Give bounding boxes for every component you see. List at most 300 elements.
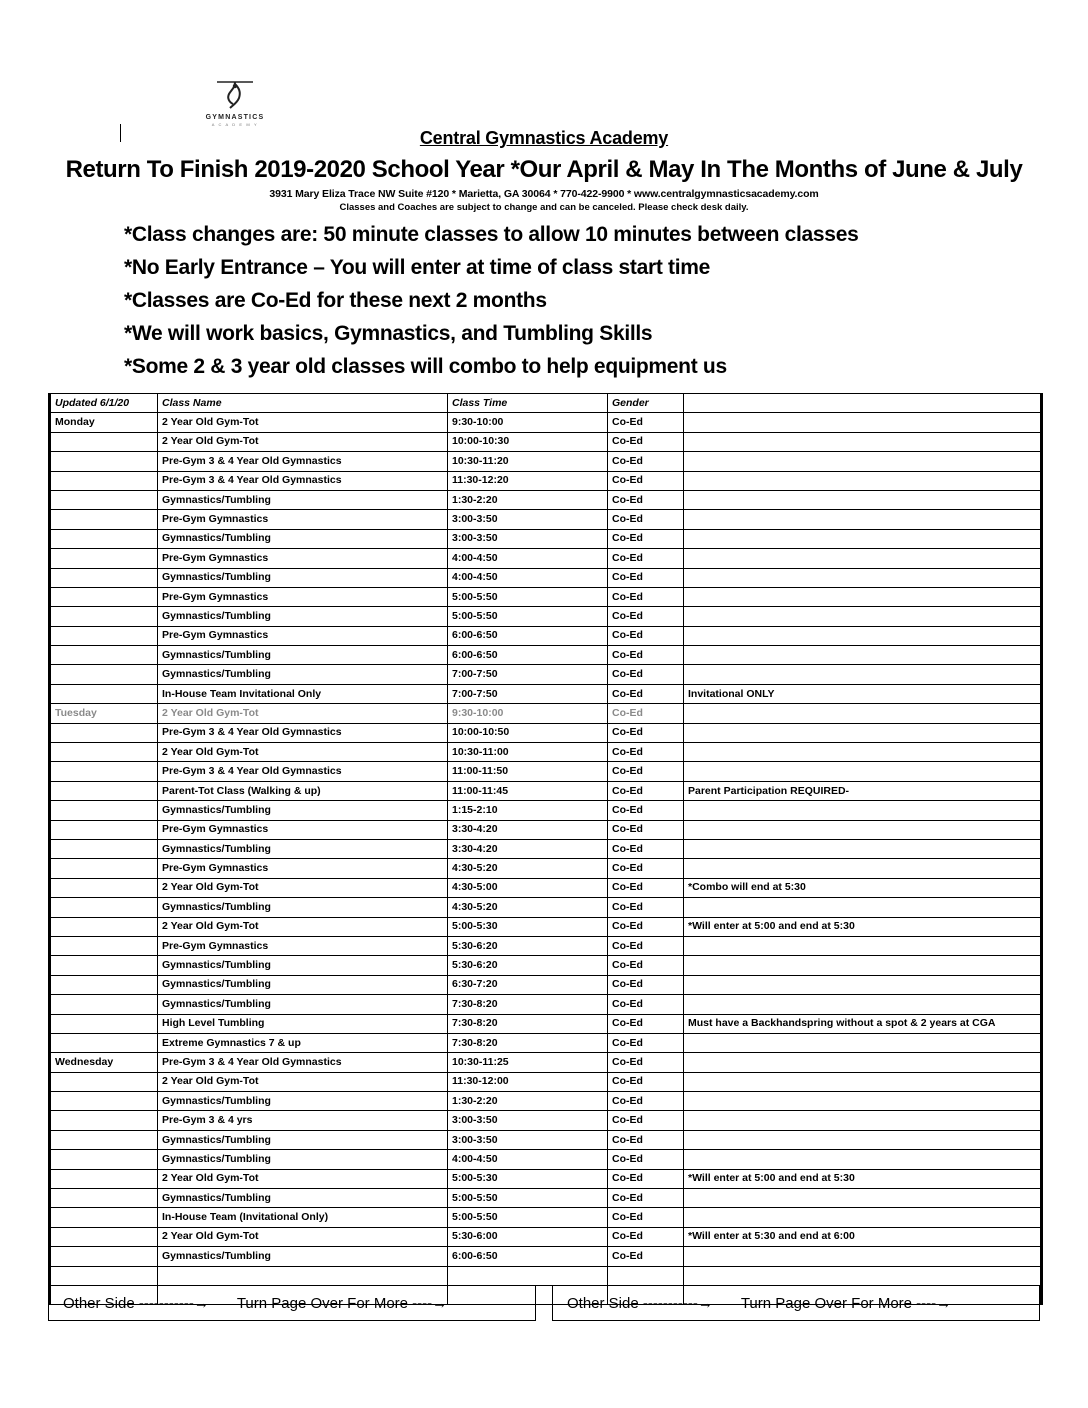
note-cell [684, 607, 1042, 626]
day-cell [50, 1266, 158, 1285]
day-cell [50, 646, 158, 665]
note-cell [684, 801, 1042, 820]
day-cell [50, 626, 158, 645]
day-cell [50, 529, 158, 548]
class-name-cell: 2 Year Old Gym-Tot [158, 1169, 448, 1188]
note-cell [684, 1208, 1042, 1227]
class-time-cell: 4:00-4:50 [448, 549, 608, 568]
day-cell [50, 510, 158, 529]
day-cell [50, 878, 158, 897]
note-cell: Invitational ONLY [684, 684, 1042, 703]
table-header-row [50, 394, 1042, 413]
gender-cell: Co-Ed [608, 704, 684, 723]
table-row [50, 898, 1042, 917]
table-row [50, 1092, 1042, 1111]
schedule-table-wrapper [48, 393, 1040, 1305]
class-time-cell: 4:00-4:50 [448, 568, 608, 587]
note-cell [684, 510, 1042, 529]
gender-cell: Co-Ed [608, 471, 684, 490]
class-time-cell: 11:30-12:00 [448, 1072, 608, 1091]
gender-cell: Co-Ed [608, 1092, 684, 1111]
gender-cell: Co-Ed [608, 781, 684, 800]
gender-cell: Co-Ed [608, 684, 684, 703]
day-cell [50, 1092, 158, 1111]
class-time-cell: 5:00-5:50 [448, 1189, 608, 1208]
class-name-cell: Gymnastics/Tumbling [158, 1189, 448, 1208]
gender-cell: Co-Ed [608, 1072, 684, 1091]
table-row [50, 452, 1042, 471]
class-name-cell: Pre-Gym Gymnastics [158, 626, 448, 645]
class-time-cell: 5:30-6:20 [448, 956, 608, 975]
note-cell [684, 743, 1042, 762]
class-name-cell: Gymnastics/Tumbling [158, 646, 448, 665]
day-cell [50, 665, 158, 684]
gender-cell: Co-Ed [608, 626, 684, 645]
day-cell [50, 917, 158, 936]
table-row [50, 432, 1042, 451]
class-time-cell: 4:30-5:20 [448, 859, 608, 878]
table-row [50, 626, 1042, 645]
class-time-cell [448, 1266, 608, 1285]
day-cell [50, 1111, 158, 1130]
day-cell [50, 490, 158, 509]
note-cell: *Will enter at 5:00 and end at 5:30 [684, 1169, 1042, 1188]
class-time-cell: 10:00-10:30 [448, 432, 608, 451]
class-time-cell: 4:00-4:50 [448, 1150, 608, 1169]
class-time-cell: 3:00-3:50 [448, 1111, 608, 1130]
gender-cell: Co-Ed [608, 975, 684, 994]
note-cell [684, 1266, 1042, 1285]
class-name-cell: Gymnastics/Tumbling [158, 801, 448, 820]
day-cell: Wednesday [50, 1053, 158, 1072]
class-time-cell: 5:30-6:20 [448, 936, 608, 955]
note-cell: *Will enter at 5:00 and end at 5:30 [684, 917, 1042, 936]
note-cell [684, 975, 1042, 994]
day-cell: Tuesday [50, 704, 158, 723]
gender-cell: Co-Ed [608, 587, 684, 606]
class-time-cell: 4:30-5:20 [448, 898, 608, 917]
table-row [50, 684, 1042, 703]
schedule-table [48, 393, 1043, 1305]
day-cell [50, 839, 158, 858]
gender-cell: Co-Ed [608, 529, 684, 548]
gender-cell: Co-Ed [608, 762, 684, 781]
gender-cell: Co-Ed [608, 1208, 684, 1227]
table-row [50, 781, 1042, 800]
note-cell [684, 587, 1042, 606]
table-row [50, 917, 1042, 936]
class-time-cell: 11:00-11:45 [448, 781, 608, 800]
table-row [50, 936, 1042, 955]
gender-cell: Co-Ed [608, 1111, 684, 1130]
class-time-cell: 9:30-10:00 [448, 413, 608, 432]
class-name-cell: Gymnastics/Tumbling [158, 898, 448, 917]
day-cell [50, 1014, 158, 1033]
day-cell [50, 995, 158, 1014]
day-cell [50, 820, 158, 839]
table-row [50, 859, 1042, 878]
class-time-cell: 7:30-8:20 [448, 1033, 608, 1052]
class-time-cell: 5:30-6:00 [448, 1227, 608, 1246]
class-name-cell: 2 Year Old Gym-Tot [158, 917, 448, 936]
table-row [50, 762, 1042, 781]
note-cell: *Will enter at 5:30 and end at 6:00 [684, 1227, 1042, 1246]
class-time-cell: 11:30-12:20 [448, 471, 608, 490]
day-cell [50, 801, 158, 820]
note-cell [684, 1247, 1042, 1266]
gender-cell: Co-Ed [608, 1150, 684, 1169]
class-name-cell: Parent-Tot Class (Walking & up) [158, 781, 448, 800]
note-item: *Class changes are: 50 minute classes to allow 10 minutes between classes [124, 223, 859, 246]
class-name-cell: Gymnastics/Tumbling [158, 1247, 448, 1266]
gender-cell: Co-Ed [608, 568, 684, 587]
class-time-cell: 5:00-5:30 [448, 917, 608, 936]
note-cell [684, 452, 1042, 471]
note-item: *Classes are Co-Ed for these next 2 months [124, 289, 547, 312]
gender-cell: Co-Ed [608, 665, 684, 684]
day-cell [50, 607, 158, 626]
gender-cell: Co-Ed [608, 1130, 684, 1149]
class-time-cell: 3:30-4:20 [448, 820, 608, 839]
class-time-cell: 5:00-5:50 [448, 587, 608, 606]
class-time-cell: 6:00-6:50 [448, 626, 608, 645]
class-name-cell [158, 1266, 448, 1285]
note-item: *Some 2 & 3 year old classes will combo to help equipment us [124, 355, 727, 378]
table-row [50, 878, 1042, 897]
day-cell [50, 587, 158, 606]
table-row [50, 1227, 1042, 1246]
day-cell [50, 1150, 158, 1169]
table-row [50, 995, 1042, 1014]
class-name-cell: Pre-Gym Gymnastics [158, 859, 448, 878]
class-time-cell: 5:00-5:30 [448, 1169, 608, 1188]
logo [200, 78, 270, 127]
note-cell [684, 820, 1042, 839]
class-name-cell: Gymnastics/Tumbling [158, 995, 448, 1014]
disclaimer-line: Classes and Coaches are subject to change and can be canceled. Please check desk daily. [339, 202, 749, 213]
day-cell [50, 975, 158, 994]
table-row [50, 490, 1042, 509]
gender-cell [608, 1266, 684, 1285]
note-cell: *Combo will end at 5:30 [684, 878, 1042, 897]
day-cell [50, 684, 158, 703]
notes-list [124, 224, 1024, 389]
class-time-cell: 1:15-2:10 [448, 801, 608, 820]
note-cell [684, 490, 1042, 509]
day-cell [50, 471, 158, 490]
day-cell [50, 452, 158, 471]
note-cell [684, 1111, 1042, 1130]
table-row [50, 1150, 1042, 1169]
table-row [50, 665, 1042, 684]
gender-cell: Co-Ed [608, 1227, 684, 1246]
class-time-cell: 10:30-11:25 [448, 1053, 608, 1072]
day-cell [50, 568, 158, 587]
class-name-cell: Pre-Gym 3 & 4 Year Old Gymnastics [158, 762, 448, 781]
class-name-cell: Gymnastics/Tumbling [158, 665, 448, 684]
other-side-label: Other Side -----------→ [63, 1294, 209, 1312]
day-cell [50, 956, 158, 975]
day-cell [50, 781, 158, 800]
note-cell [684, 1072, 1042, 1091]
class-name-cell: Pre-Gym 3 & 4 Year Old Gymnastics [158, 471, 448, 490]
class-name-cell: In-House Team (Invitational Only) [158, 1208, 448, 1227]
class-time-cell: 5:00-5:50 [448, 607, 608, 626]
table-row [50, 1247, 1042, 1266]
gender-cell: Co-Ed [608, 452, 684, 471]
day-cell [50, 1033, 158, 1052]
schedule-table-body [50, 394, 1042, 1305]
gender-cell: Co-Ed [608, 1053, 684, 1072]
class-name-cell: 2 Year Old Gym-Tot [158, 743, 448, 762]
class-name-cell: Gymnastics/Tumbling [158, 839, 448, 858]
class-time-cell: 11:00-11:50 [448, 762, 608, 781]
note-cell [684, 568, 1042, 587]
class-name-cell: Extreme Gymnastics 7 & up [158, 1033, 448, 1052]
day-cell [50, 1247, 158, 1266]
class-name-cell: 2 Year Old Gym-Tot [158, 413, 448, 432]
table-row [50, 723, 1042, 742]
note-cell [684, 762, 1042, 781]
table-row [50, 413, 1042, 432]
class-time-cell: 7:30-8:20 [448, 995, 608, 1014]
table-row [50, 549, 1042, 568]
class-name-cell: High Level Tumbling [158, 1014, 448, 1033]
class-name-cell: Pre-Gym Gymnastics [158, 587, 448, 606]
gender-cell: Co-Ed [608, 607, 684, 626]
class-name-cell: Gymnastics/Tumbling [158, 490, 448, 509]
note-cell [684, 1053, 1042, 1072]
table-row [50, 1072, 1042, 1091]
class-name-cell: 2 Year Old Gym-Tot [158, 878, 448, 897]
note-cell [684, 1033, 1042, 1052]
class-time-cell: 7:30-8:20 [448, 1014, 608, 1033]
class-name-cell: Pre-Gym 3 & 4 yrs [158, 1111, 448, 1130]
gender-cell: Co-Ed [608, 413, 684, 432]
note-cell [684, 471, 1042, 490]
gender-cell: Co-Ed [608, 801, 684, 820]
table-row [50, 1189, 1042, 1208]
day-cell: Monday [50, 413, 158, 432]
gender-cell: Co-Ed [608, 936, 684, 955]
day-cell [50, 1208, 158, 1227]
class-time-cell: 1:30-2:20 [448, 490, 608, 509]
table-row [50, 587, 1042, 606]
gender-cell: Co-Ed [608, 549, 684, 568]
table-row [50, 1111, 1042, 1130]
table-row [50, 1053, 1042, 1072]
other-side-label: Other Side -----------→ [567, 1294, 713, 1312]
header-updated: Updated 6/1/20 [50, 394, 158, 413]
table-row [50, 646, 1042, 665]
note-cell: Must have a Backhandspring without a spot & 2 years at CGA [684, 1014, 1042, 1033]
class-time-cell: 1:30-2:20 [448, 1092, 608, 1111]
note-cell [684, 549, 1042, 568]
note-cell [684, 646, 1042, 665]
table-row [50, 839, 1042, 858]
header-gender: Gender [608, 394, 684, 413]
gender-cell: Co-Ed [608, 839, 684, 858]
class-time-cell: 9:30-10:00 [448, 704, 608, 723]
footer-box-left [48, 1285, 536, 1321]
table-row [50, 1014, 1042, 1033]
day-cell [50, 1227, 158, 1246]
note-cell [684, 413, 1042, 432]
gender-cell: Co-Ed [608, 995, 684, 1014]
gender-cell: Co-Ed [608, 490, 684, 509]
note-cell [684, 626, 1042, 645]
gender-cell: Co-Ed [608, 1189, 684, 1208]
gender-cell: Co-Ed [608, 1247, 684, 1266]
class-name-cell: Pre-Gym Gymnastics [158, 936, 448, 955]
class-name-cell: Pre-Gym 3 & 4 Year Old Gymnastics [158, 1053, 448, 1072]
note-cell [684, 432, 1042, 451]
day-cell [50, 432, 158, 451]
turn-page-label: Turn Page Over For More ----→ [740, 1294, 952, 1312]
class-name-cell: In-House Team Invitational Only [158, 684, 448, 703]
table-row [50, 704, 1042, 723]
header-class-time: Class Time [448, 394, 608, 413]
table-row [50, 743, 1042, 762]
note-cell [684, 956, 1042, 975]
table-row [50, 1130, 1042, 1149]
day-cell [50, 1072, 158, 1091]
logo-wordmark: GYMNASTICS [205, 114, 265, 121]
note-cell [684, 704, 1042, 723]
class-name-cell: 2 Year Old Gym-Tot [158, 1072, 448, 1091]
gender-cell: Co-Ed [608, 743, 684, 762]
note-item: *We will work basics, Gymnastics, and Tumbling Skills [124, 322, 653, 345]
note-cell [684, 839, 1042, 858]
table-row [50, 801, 1042, 820]
class-time-cell: 3:00-3:50 [448, 1130, 608, 1149]
address-line: 3931 Mary Eliza Trace NW Suite #120 * Marietta, GA 30064 * 770-422-9900 * www.centralgymnasticsacademy.com [269, 188, 819, 200]
gender-cell: Co-Ed [608, 646, 684, 665]
class-name-cell: 2 Year Old Gym-Tot [158, 432, 448, 451]
gender-cell: Co-Ed [608, 432, 684, 451]
gender-cell: Co-Ed [608, 917, 684, 936]
gender-cell: Co-Ed [608, 956, 684, 975]
note-cell [684, 1092, 1042, 1111]
table-row [50, 471, 1042, 490]
class-time-cell: 10:30-11:00 [448, 743, 608, 762]
note-cell [684, 995, 1042, 1014]
logo-subtext: A C A D E M Y [211, 122, 259, 127]
class-name-cell: Pre-Gym Gymnastics [158, 549, 448, 568]
note-cell [684, 859, 1042, 878]
note-item: *No Early Entrance – You will enter at time of class start time [124, 256, 711, 279]
gender-cell: Co-Ed [608, 1033, 684, 1052]
class-name-cell: Pre-Gym 3 & 4 Year Old Gymnastics [158, 723, 448, 742]
class-time-cell: 6:30-7:20 [448, 975, 608, 994]
class-name-cell: Gymnastics/Tumbling [158, 956, 448, 975]
day-cell [50, 1169, 158, 1188]
class-time-cell: 3:00-3:50 [448, 529, 608, 548]
class-name-cell: Gymnastics/Tumbling [158, 1150, 448, 1169]
header-notes [684, 394, 1042, 413]
table-row [50, 529, 1042, 548]
class-time-cell: 7:00-7:50 [448, 684, 608, 703]
note-cell [684, 665, 1042, 684]
table-row [50, 1033, 1042, 1052]
day-cell [50, 723, 158, 742]
gender-cell: Co-Ed [608, 723, 684, 742]
class-time-cell: 6:00-6:50 [448, 1247, 608, 1266]
note-cell [684, 898, 1042, 917]
class-time-cell: 3:30-4:20 [448, 839, 608, 858]
table-row [50, 1169, 1042, 1188]
class-name-cell: Gymnastics/Tumbling [158, 1092, 448, 1111]
day-cell [50, 549, 158, 568]
gender-cell: Co-Ed [608, 1014, 684, 1033]
note-cell [684, 529, 1042, 548]
turn-page-label: Turn Page Over For More ----→ [236, 1294, 448, 1312]
gender-cell: Co-Ed [608, 898, 684, 917]
page-title: Return To Finish 2019-2020 School Year *Our April & May In The Months of June & July [65, 156, 1023, 183]
gymnast-figure-icon [213, 78, 257, 112]
class-time-cell: 10:30-11:20 [448, 452, 608, 471]
note-cell [684, 1150, 1042, 1169]
table-row [50, 1208, 1042, 1227]
day-cell [50, 898, 158, 917]
gender-cell: Co-Ed [608, 1169, 684, 1188]
table-row [50, 510, 1042, 529]
class-name-cell: Pre-Gym Gymnastics [158, 510, 448, 529]
class-name-cell: Gymnastics/Tumbling [158, 607, 448, 626]
class-name-cell: 2 Year Old Gym-Tot [158, 704, 448, 723]
table-row [50, 568, 1042, 587]
day-cell [50, 762, 158, 781]
class-name-cell: 2 Year Old Gym-Tot [158, 1227, 448, 1246]
class-name-cell: Pre-Gym Gymnastics [158, 820, 448, 839]
day-cell [50, 936, 158, 955]
note-cell [684, 723, 1042, 742]
day-cell [50, 743, 158, 762]
class-name-cell: Gymnastics/Tumbling [158, 529, 448, 548]
header-class-name: Class Name [158, 394, 448, 413]
note-cell: Parent Participation REQUIRED- [684, 781, 1042, 800]
class-time-cell: 5:00-5:50 [448, 1208, 608, 1227]
gender-cell: Co-Ed [608, 878, 684, 897]
note-cell [684, 1189, 1042, 1208]
class-name-cell: Pre-Gym 3 & 4 Year Old Gymnastics [158, 452, 448, 471]
table-row [50, 975, 1042, 994]
note-cell [684, 1130, 1042, 1149]
table-row [50, 820, 1042, 839]
day-cell [50, 859, 158, 878]
gender-cell: Co-Ed [608, 859, 684, 878]
footer-box-right [552, 1285, 1040, 1321]
class-time-cell: 3:00-3:50 [448, 510, 608, 529]
class-name-cell: Gymnastics/Tumbling [158, 975, 448, 994]
class-time-cell: 7:00-7:50 [448, 665, 608, 684]
gender-cell: Co-Ed [608, 820, 684, 839]
gender-cell: Co-Ed [608, 510, 684, 529]
class-time-cell: 10:00-10:50 [448, 723, 608, 742]
academy-name: Central Gymnastics Academy [419, 128, 669, 148]
day-cell [50, 1130, 158, 1149]
note-cell [684, 936, 1042, 955]
day-cell [50, 1189, 158, 1208]
footer-boxes [48, 1285, 1040, 1321]
class-time-cell: 6:00-6:50 [448, 646, 608, 665]
class-name-cell: Gymnastics/Tumbling [158, 568, 448, 587]
class-time-cell: 4:30-5:00 [448, 878, 608, 897]
class-name-cell: Gymnastics/Tumbling [158, 1130, 448, 1149]
table-row [50, 1266, 1042, 1285]
table-row [50, 956, 1042, 975]
table-row [50, 607, 1042, 626]
